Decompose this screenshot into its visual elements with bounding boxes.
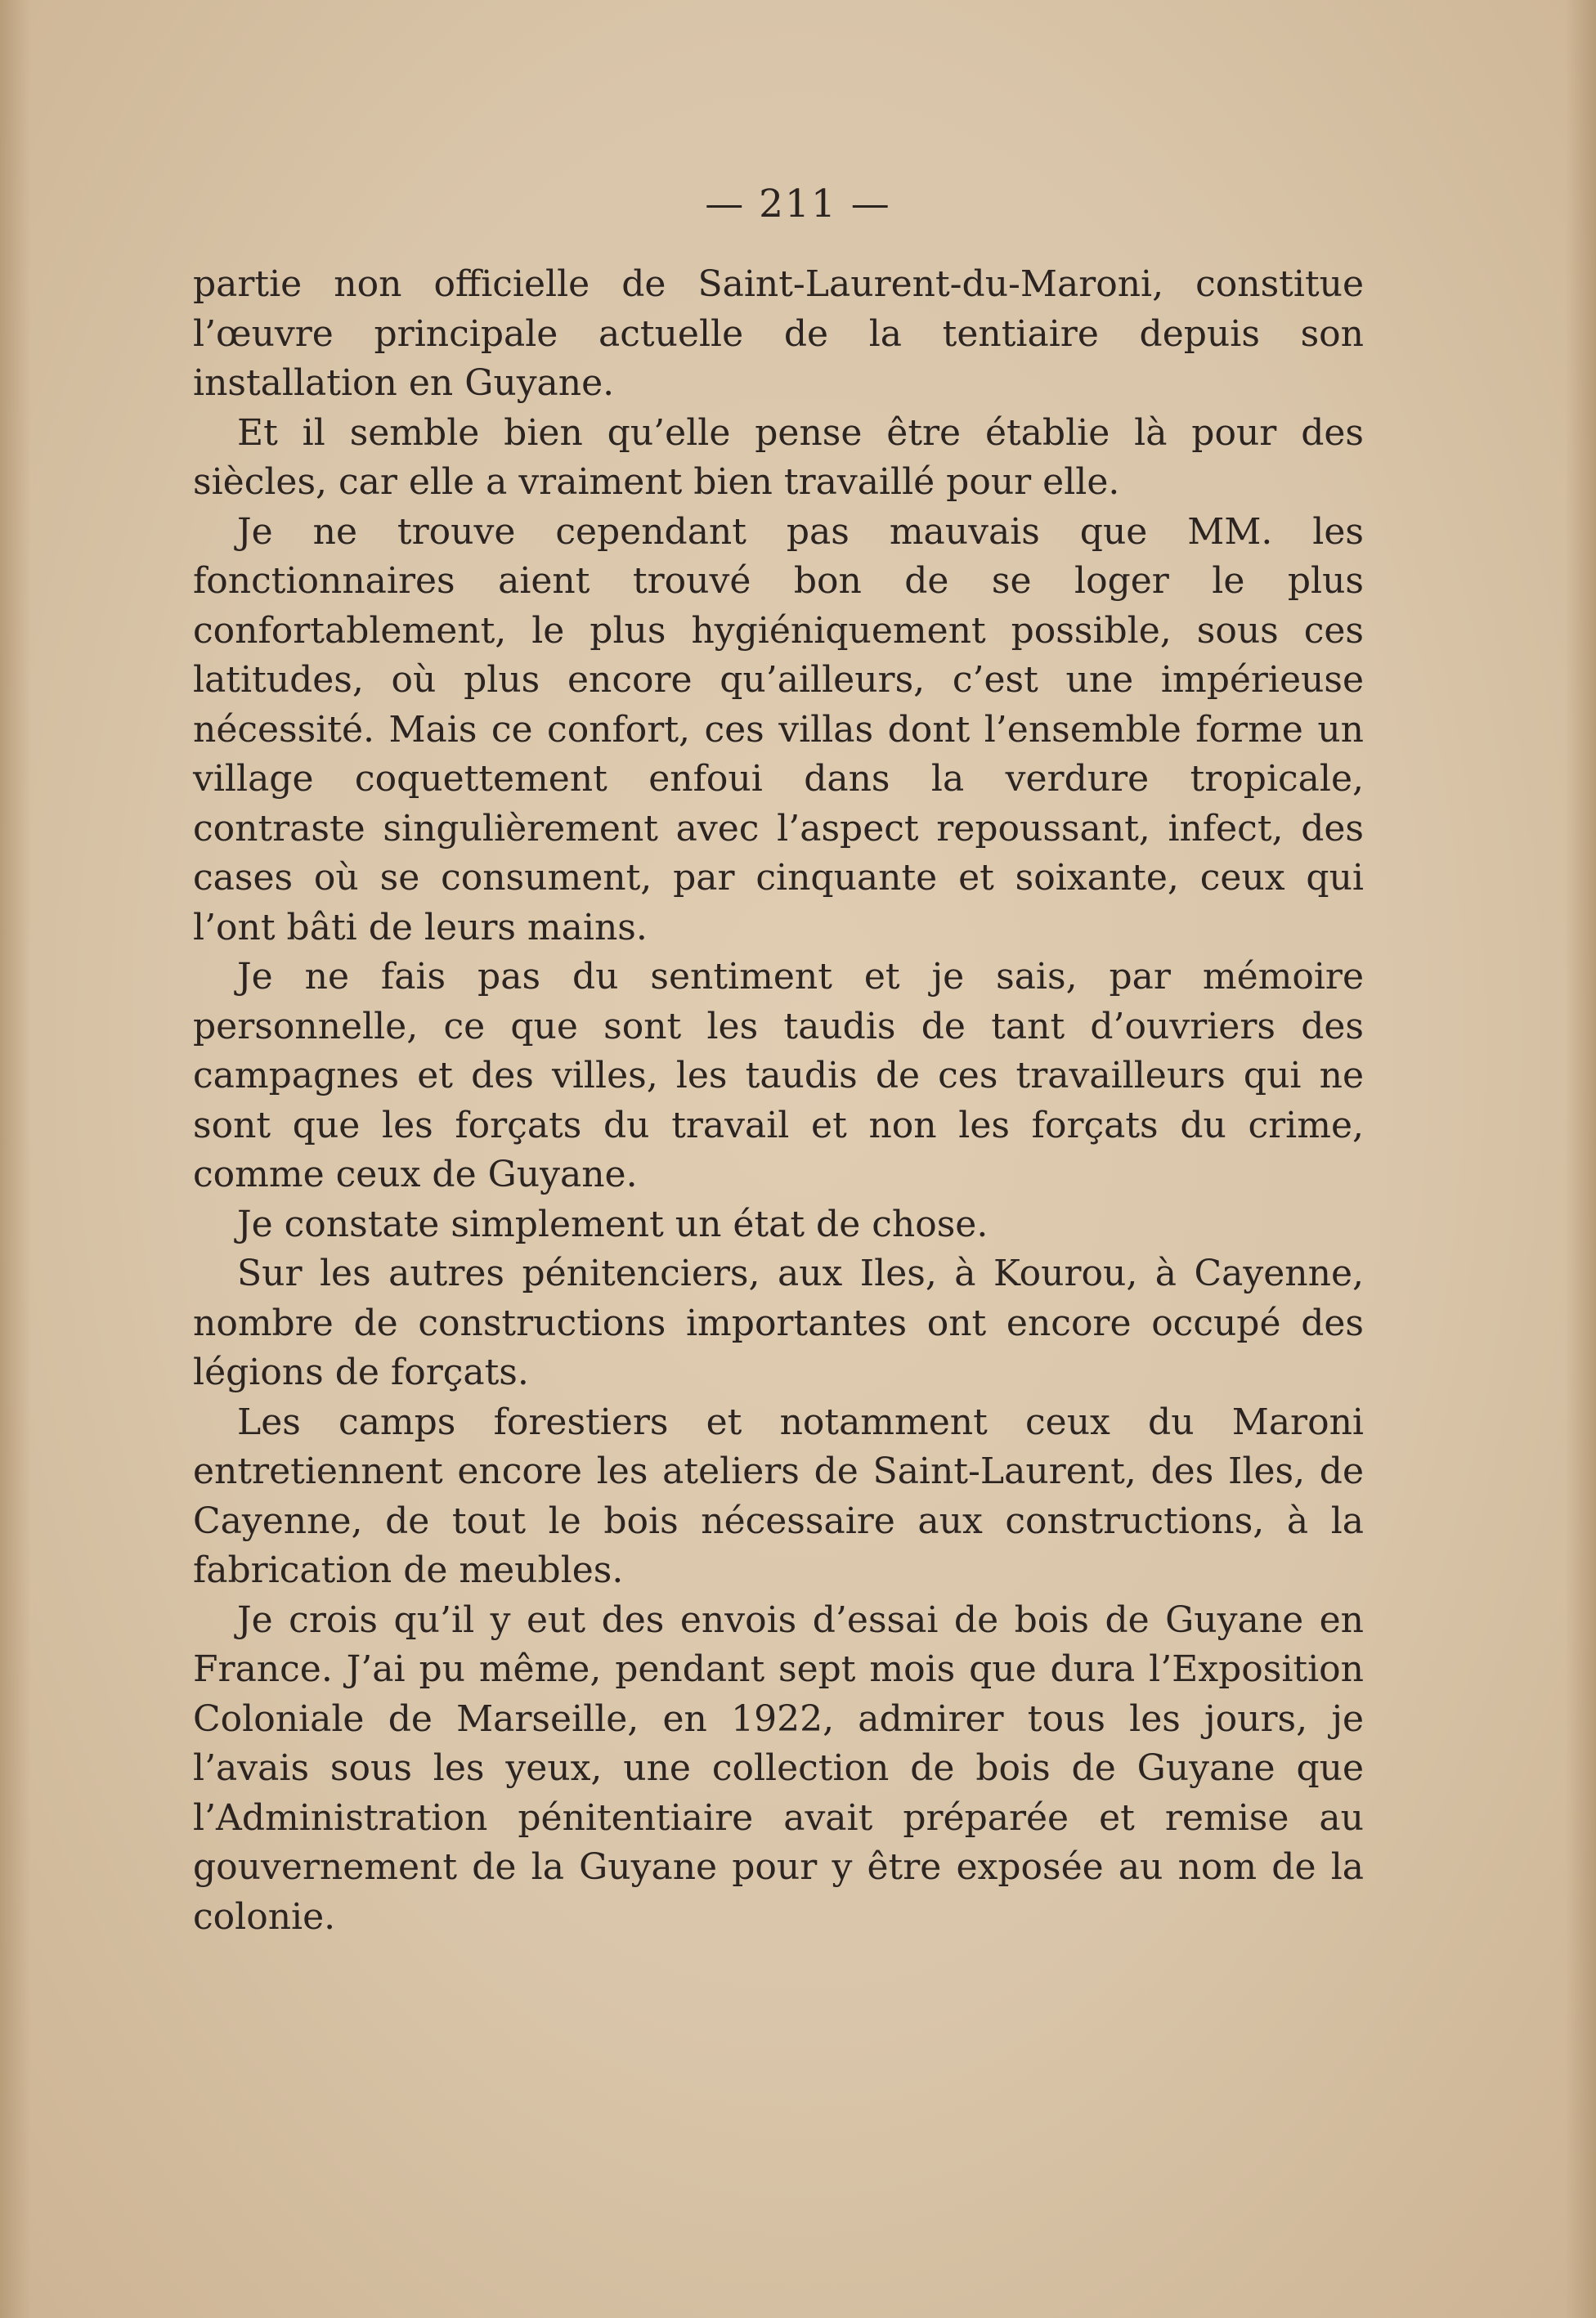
paragraph-7: Les camps forestiers et notamment ceux du Maroni entretiennent encore les ateliers de Saint-Laurent, des Iles, de Cayenne, de tout le bois nécessaire aux constructions, à la fabrication de meubles.	[193, 1401, 1364, 1591]
paragraph-8: Je crois qu’il y eut des envois d’essai de bois de Guyane en France. J’ai pu même, pendant sept mois que dura l’Exposition Coloniale de Marseille, en 1922, admirer tous les jours, je l’avais sous les yeux, une collection de bois de Guyane que l’Administration pénitentiaire avait préparée et remise au gouvernement de la Guyane pour y être exposée au nom de la colonie.	[193, 1598, 1364, 1938]
paragraph-6: Sur les autres pénitenciers, aux Iles, à Kourou, à Cayenne, nombre de constructions importantes ont encore occupé des légions de forçats.	[193, 1253, 1364, 1393]
body-text	[193, 260, 1364, 1942]
paragraph-4: Je ne fais pas du sentiment et je sais, par mémoire personnelle, ce que sont les taudis de tant d’ouvriers des campagnes et des villes, les taudis de ces travailleurs qui ne sont que les forçats du travail et non les forçats du crime, comme ceux de Guyane.	[193, 956, 1364, 1195]
paragraph-1: partie non officielle de Saint-Laurent-du-Maroni, constitue l’œuvre principale actuelle de la tentiaire depuis son installation en Guyane.	[193, 263, 1364, 404]
page-edge-right	[1565, 0, 1596, 2318]
page-edge-left	[0, 0, 31, 2318]
paragraph-2: Et il semble bien qu’elle pense être établie là pour des siècles, car elle a vraiment bien travaillé pour elle.	[193, 411, 1364, 503]
paragraph-3: Je ne trouve cependant pas mauvais que MM. les fonctionnaires aient trouvé bon de se loger le plus confortablement, le plus hygiéniquement possible, sous ces latitudes, où plus encore qu’ailleurs, c’est une impérieuse nécessité. Mais ce confort, ces villas dont l’ensemble forme un village coquettement enfoui dans la verdure tropicale, contraste singulièrement avec l’aspect repoussant, infect, des cases où se consument, par cinquante et soixante, ceux qui l’ont bâti de leurs mains.	[193, 510, 1364, 948]
page-number: — 211 —	[705, 182, 891, 226]
paragraph-5: Je constate simplement un état de chose.	[237, 1203, 989, 1245]
